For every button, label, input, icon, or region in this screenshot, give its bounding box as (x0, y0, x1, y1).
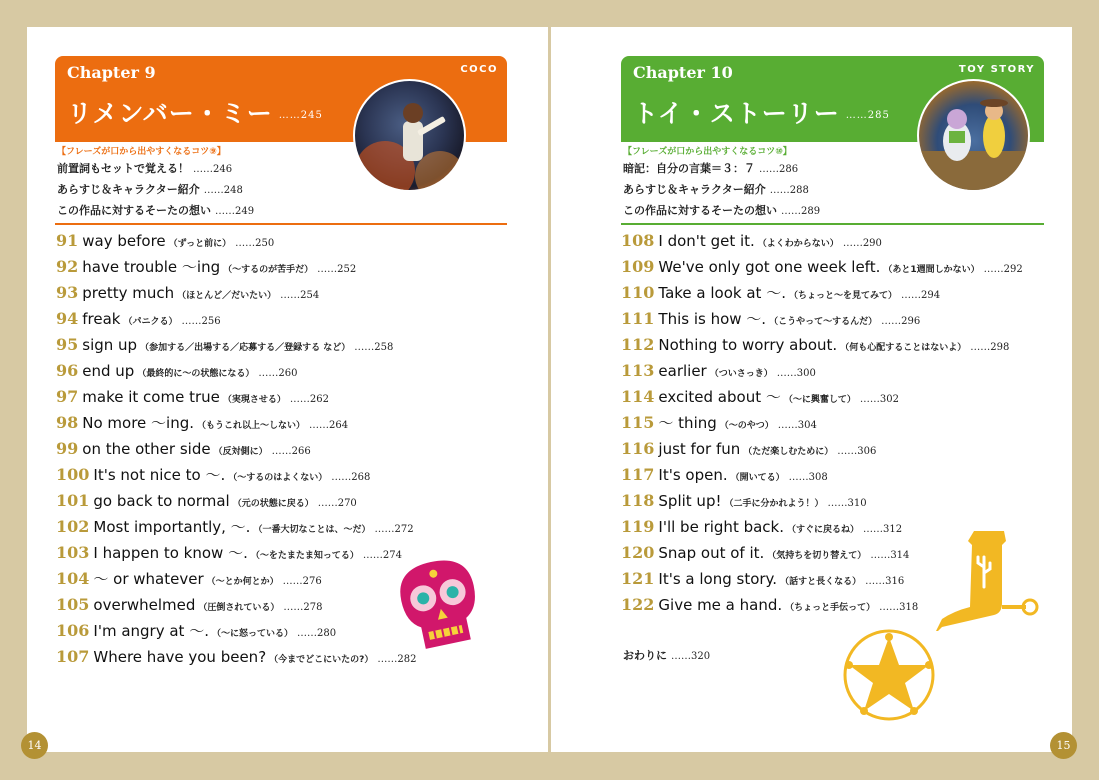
entry-number: 103 (56, 543, 90, 562)
phrase-entry (621, 306, 1023, 332)
entry-japanese: （実現させる） (222, 395, 286, 405)
tip-heading: 【フレーズが口から出やすくなるコツ⑨】 (57, 147, 226, 157)
phrase-entry (56, 566, 416, 592)
entry-number: 109 (621, 257, 655, 276)
entry-number: 117 (621, 465, 655, 484)
entry-number: 97 (56, 387, 79, 406)
entry-english: Split up! (658, 492, 722, 510)
entry-page: ……252 (317, 264, 357, 275)
entry-number: 93 (56, 283, 79, 302)
entry-page: ……260 (258, 368, 298, 379)
phrase-entry (621, 228, 1023, 254)
entry-page: ……278 (283, 602, 323, 613)
entry-japanese: （よくわからない） (757, 239, 839, 249)
entry-english: No more ～ing. (82, 414, 195, 432)
entry-page: ……314 (870, 550, 910, 561)
entry-japanese: （～に興奮して） (783, 395, 856, 405)
chapter-9-tips (57, 145, 254, 222)
entry-japanese: （ちょっと～を見てみて） (788, 291, 897, 301)
phrase-entry (56, 592, 416, 618)
phrase-entry (621, 358, 1023, 384)
phrase-entry (621, 436, 1023, 462)
entry-japanese: （今までどこにいたの?） (269, 655, 374, 665)
phrase-entry (621, 410, 1023, 436)
entry-page: ……256 (181, 316, 221, 327)
entry-number: 114 (621, 387, 655, 406)
entry-page: ……266 (271, 446, 311, 457)
entry-japanese: （一番大切なことは、～だ） (253, 525, 371, 535)
page-number-right: 15 (1050, 732, 1077, 759)
entry-number: 107 (56, 647, 90, 666)
entry-number: 104 (56, 569, 90, 588)
phrase-entry (56, 410, 416, 436)
chapter-title: リメンバー・ミー ……245 (67, 99, 323, 128)
entry-english: freak (82, 310, 121, 328)
entry-japanese: （～とか何とか） (206, 577, 279, 587)
entry-page: ……258 (354, 342, 394, 353)
movie-name: TOY STORY (958, 64, 1035, 75)
entry-english: make it come true (82, 388, 220, 406)
entry-english: It's open. (658, 466, 728, 484)
entry-number: 96 (56, 361, 79, 380)
phrase-entry (56, 540, 416, 566)
entry-english: I don't get it. (658, 232, 755, 250)
entry-english: Give me a hand. (658, 596, 783, 614)
tip-item: あらすじ＆キャラクター紹介 ……248 (57, 183, 243, 196)
entry-english: on the other side (82, 440, 211, 458)
phrase-entry (56, 280, 416, 306)
entry-page: ……296 (881, 316, 921, 327)
chapter-10-tips (623, 145, 820, 222)
entry-japanese: （～をたまたま知ってる） (250, 551, 359, 561)
phrase-entry (621, 254, 1023, 280)
phrase-entry (56, 462, 416, 488)
entry-english: I happen to know ～. (93, 544, 248, 562)
entry-japanese: （ほとんど／だいたい） (177, 291, 277, 301)
entry-page: ……304 (777, 420, 817, 431)
entry-page: ……264 (309, 420, 349, 431)
entry-page: ……300 (776, 368, 816, 379)
tip-item: この作品に対するそーたの想い ……249 (57, 204, 255, 217)
entry-japanese: （もうこれ以上～しない） (197, 421, 306, 431)
chapter-label: Chapter 9 (67, 63, 156, 82)
entry-japanese: （すぐに戻るね） (787, 525, 860, 535)
entry-english: pretty much (82, 284, 175, 302)
entry-number: 121 (621, 569, 655, 588)
entry-english: ～ or whatever (93, 570, 204, 588)
entry-page: ……316 (865, 576, 905, 587)
entry-page: ……302 (859, 394, 899, 405)
entry-number: 110 (621, 283, 655, 302)
entry-page: ……280 (297, 628, 337, 639)
entry-page: ……298 (970, 342, 1010, 353)
phrase-entry (621, 384, 1023, 410)
entry-number: 112 (621, 335, 655, 354)
page-number-left: 14 (21, 732, 48, 759)
entry-japanese: （ただ楽しむために） (743, 447, 834, 457)
entry-number: 108 (621, 231, 655, 250)
entry-japanese: （～するのが苦手だ） (223, 265, 314, 275)
phrase-entry (56, 618, 416, 644)
entry-english: It's not nice to ～. (93, 466, 226, 484)
entry-english: excited about ～ (658, 388, 781, 406)
entry-number: 122 (621, 595, 655, 614)
entry-number: 98 (56, 413, 79, 432)
tip-heading: 【フレーズが口から出やすくなるコツ⑩】 (623, 147, 792, 157)
entry-japanese: （～するのはよくない） (228, 473, 328, 483)
phrase-entry (56, 644, 416, 670)
sheriff-star-icon (841, 627, 937, 723)
entry-english: It's a long story. (658, 570, 778, 588)
phrase-entry (56, 384, 416, 410)
phrase-list (56, 228, 416, 670)
entry-number: 105 (56, 595, 90, 614)
entry-english: have trouble ～ing (82, 258, 221, 276)
phrase-entry (56, 332, 416, 358)
chapter-title-page: ……245 (278, 109, 323, 121)
entry-japanese: （参加する／出場する／応募する／登録する など） (140, 343, 351, 353)
entry-page: ……294 (901, 290, 941, 301)
entry-japanese: （ちょっと手伝って） (785, 603, 876, 613)
entry-english: Most importantly, ～. (93, 518, 251, 536)
entry-japanese: （話すと長くなる） (780, 577, 862, 587)
entry-page: ……312 (863, 524, 903, 535)
entry-page: ……318 (879, 602, 919, 613)
entry-page: ……250 (235, 238, 275, 249)
entry-english: Snap out of it. (658, 544, 765, 562)
chapter-title: トイ・ストーリー ……285 (633, 99, 890, 128)
chapter-label: Chapter 10 (633, 63, 733, 82)
entry-japanese: （何も心配することはないよ） (840, 343, 967, 353)
tip-item: 前置詞もセットで覚える！ ……246 (57, 162, 233, 175)
sugar-skull-icon (393, 553, 488, 658)
entry-number: 95 (56, 335, 79, 354)
phrase-entry (56, 306, 416, 332)
cowboy-boot-icon (934, 527, 1046, 639)
entry-japanese: （～に怒っている） (211, 629, 293, 639)
entry-number: 102 (56, 517, 90, 536)
entry-english: earlier (658, 362, 707, 380)
entry-page: ……292 (983, 264, 1023, 275)
entry-page: ……262 (289, 394, 329, 405)
entry-number: 101 (56, 491, 90, 510)
entry-number: 115 (621, 413, 655, 432)
phrase-entry (621, 332, 1023, 358)
coco-movie-image (353, 79, 466, 192)
entry-english: go back to normal (93, 492, 230, 510)
toy-story-movie-image (917, 79, 1030, 192)
phrase-entry (621, 488, 1023, 514)
movie-name: COCO (460, 64, 498, 75)
tip-item: この作品に対するそーたの想い ……289 (623, 204, 821, 217)
entry-japanese: （開いてる） (730, 473, 785, 483)
entry-english: I'm angry at ～. (93, 622, 209, 640)
right-page (551, 27, 1072, 752)
entry-english: This is how ～. (658, 310, 767, 328)
entry-number: 100 (56, 465, 90, 484)
entry-english: overwhelmed (93, 596, 196, 614)
closing-entry: おわりに ……320 (623, 649, 711, 662)
tip-item: 暗記：自分の言葉＝３：７ ……286 (623, 162, 799, 175)
entry-english: Take a look at ～. (658, 284, 786, 302)
entry-english: just for fun (658, 440, 741, 458)
entry-japanese: （二手に分かれよう！） (724, 499, 824, 509)
divider (55, 223, 507, 225)
entry-number: 120 (621, 543, 655, 562)
phrase-entry (621, 462, 1023, 488)
entry-english: way before (82, 232, 166, 250)
entry-number: 99 (56, 439, 79, 458)
phrase-entry (56, 436, 416, 462)
entry-page: ……290 (842, 238, 882, 249)
entry-japanese: （あと1週間しかない） (883, 265, 980, 275)
phrase-entry (56, 228, 416, 254)
entry-japanese: （～のやつ） (719, 421, 774, 431)
phrase-entry (56, 254, 416, 280)
entry-number: 113 (621, 361, 655, 380)
entry-page: ……276 (282, 576, 322, 587)
entry-english: Nothing to worry about. (658, 336, 838, 354)
entry-english: I'll be right back. (658, 518, 785, 536)
entry-english: Where have you been? (93, 648, 267, 666)
entry-japanese: （ずっと前に） (168, 239, 232, 249)
phrase-entry (56, 358, 416, 384)
entry-number: 91 (56, 231, 79, 250)
entry-japanese: （最終的に～の状態になる） (137, 369, 255, 379)
entry-japanese: （こうやって～するんだ） (769, 317, 878, 327)
entry-japanese: （元の状態に戻る） (232, 499, 314, 509)
left-page (27, 27, 548, 752)
entry-page: ……274 (362, 550, 402, 561)
entry-page: ……268 (331, 472, 371, 483)
phrase-entry (56, 514, 416, 540)
entry-japanese: （反対側に） (213, 447, 268, 457)
entry-number: 116 (621, 439, 655, 458)
entry-number: 106 (56, 621, 90, 640)
chapter-title-page: ……285 (845, 109, 890, 121)
entry-page: ……310 (827, 498, 867, 509)
entry-page: ……254 (280, 290, 320, 301)
entry-japanese: （パニクる） (123, 317, 178, 327)
entry-page: ……306 (837, 446, 877, 457)
phrase-entry (56, 488, 416, 514)
entry-japanese: （気持ちを切り替えて） (767, 551, 867, 561)
entry-number: 118 (621, 491, 655, 510)
entry-number: 111 (621, 309, 655, 328)
entry-page: ……272 (374, 524, 414, 535)
entry-page: ……282 (377, 654, 417, 665)
entry-number: 92 (56, 257, 79, 276)
entry-page: ……270 (317, 498, 357, 509)
entry-number: 94 (56, 309, 79, 328)
entry-english: ～ thing (658, 414, 717, 432)
entry-japanese: （ついさっき） (709, 369, 773, 379)
phrase-entry (621, 280, 1023, 306)
entry-number: 119 (621, 517, 655, 536)
entry-english: sign up (82, 336, 138, 354)
divider (621, 223, 1044, 225)
entry-english: end up (82, 362, 135, 380)
tip-item: あらすじ＆キャラクター紹介 ……288 (623, 183, 809, 196)
entry-page: ……308 (788, 472, 828, 483)
entry-japanese: （圧倒されている） (198, 603, 280, 613)
entry-english: We've only got one week left. (658, 258, 881, 276)
